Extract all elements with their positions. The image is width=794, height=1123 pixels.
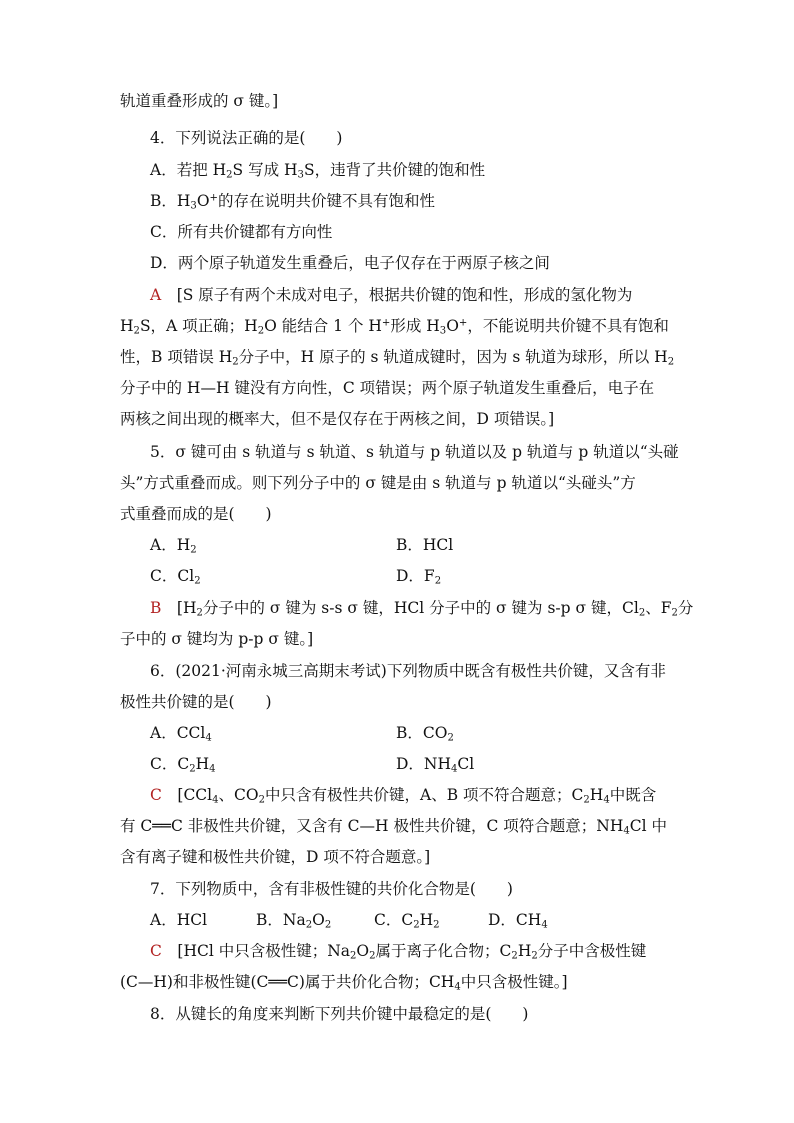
question-6-explanation-line: 有 C══C 非极性共价键，又含有 C—H 极性共价键，C 项符合题意；$NH_4Cl$ 中 bbox=[120, 817, 667, 837]
question-5-stem: 5．σ 键可由 s 轨道与 s 轨道、s 轨道与 p 轨道以及 p 轨道与 p 轨道以“头碰 bbox=[150, 443, 679, 461]
question-5-explanation-line: 子中的 σ 键均为 p-p σ 键。] bbox=[120, 630, 314, 648]
question-5-option-b: B．HCl bbox=[396, 536, 454, 554]
question-7-explanation-line: (C—H)和非极性键(C══C)属于共价化合物；$CH_4$中只含极性键。] bbox=[120, 973, 568, 993]
question-4-explanation-line: 性，B 项错误 $H_2$分子中，H 原子的 s 轨道成键时，因为 s 轨道为球形，所以 $H_2$ bbox=[120, 348, 675, 368]
answer-label: A bbox=[150, 286, 162, 304]
question-6-option-b: B．$CO_2$ bbox=[396, 724, 454, 744]
question-6-option-a: A．CCl$_4$ bbox=[150, 724, 212, 744]
question-8-stem: 8．从键长的角度来判断下列共价键中最稳定的是( ) bbox=[150, 1005, 529, 1023]
question-4-explanation-line: $H_2S$，A 项正确；$H_2O$ 能结合 1 个 H+形成 $H_3O^+$，不能说明共价键不具有饱和 bbox=[120, 317, 669, 337]
question-6-stem-line: 极性共价键的是( ) bbox=[120, 693, 272, 711]
question-7-option-d: D．$CH_4$ bbox=[488, 911, 548, 931]
question-7-stem: 7．下列物质中，含有非极性键的共价化合物是( ) bbox=[150, 880, 513, 898]
question-4-option-b: B．$H_3O^+$的存在说明共价键不具有饱和性 bbox=[150, 192, 435, 212]
question-5-explanation: B [$H_2$分子中的 σ 键为 s-s σ 键，HCl 分子中的 σ 键为 s-p σ 键，$Cl_2$、$F_2$分 bbox=[150, 599, 694, 619]
question-4-option-a: A．若把 $H_2S$ 写成 $H_3S$，违背了共价键的饱和性 bbox=[150, 161, 486, 181]
question-4-explanation-line: 两核之间出现的概率大，但不是仅存在于两核之间，D 项错误。] bbox=[120, 410, 555, 428]
question-5-option-c: C．$Cl_2$ bbox=[150, 567, 201, 587]
question-4-explanation-line: 分子中的 H—H 键没有方向性，C 项错误；两个原子轨道发生重叠后，电子在 bbox=[120, 379, 655, 397]
question-6-explanation-line: 含有离子键和极性共价键，D 项不符合题意。] bbox=[120, 848, 431, 866]
question-6-option-d: D．$NH_4Cl$ bbox=[396, 755, 475, 775]
answer-label: C bbox=[150, 786, 162, 804]
question-5-stem-line: 式重叠而成的是( ) bbox=[120, 505, 272, 523]
answer-label: C bbox=[150, 942, 162, 960]
question-5-option-a: A．$H_2$ bbox=[150, 536, 197, 556]
question-6-option-c: C．$C_2H_4$ bbox=[150, 755, 216, 775]
question-4-option-c: C．所有共价键都有方向性 bbox=[150, 223, 333, 241]
answer-label: B bbox=[150, 599, 162, 617]
question-4-option-d: D．两个原子轨道发生重叠后，电子仅存在于两原子核之间 bbox=[150, 254, 550, 272]
question-6-stem: 6．(2021·河南永城三高期末考试)下列物质中既含有极性共价键，又含有非 bbox=[150, 662, 666, 680]
question-7-option-c: C．$C_2H_2$ bbox=[374, 911, 440, 931]
continued-explanation: 轨道重叠形成的 σ 键。] bbox=[120, 92, 279, 110]
question-7-option-a: A．HCl bbox=[150, 911, 208, 929]
question-7-option-b: B．$Na_2O_2$ bbox=[256, 911, 332, 931]
question-4-stem: 4．下列说法正确的是( ) bbox=[150, 129, 343, 147]
question-5-option-d: D．$F_2$ bbox=[396, 567, 442, 587]
question-7-explanation: C [HCl 中只含极性键；$Na_2O_2$属于离子化合物；$C_2H_2$分子中含极性键 bbox=[150, 942, 647, 962]
question-5-stem-line: 头”方式重叠而成。则下列分子中的 σ 键是由 s 轨道与 p 轨道以“头碰头”方 bbox=[120, 474, 636, 492]
question-4-explanation: A [S 原子有两个未成对电子，根据共价键的饱和性，形成的氢化物为 bbox=[150, 286, 633, 304]
question-6-explanation: C [CCl$_4$、$CO_2$中只含有极性共价键，A、B 项不符合题意；$C_2H_4$中既含 bbox=[150, 786, 657, 806]
